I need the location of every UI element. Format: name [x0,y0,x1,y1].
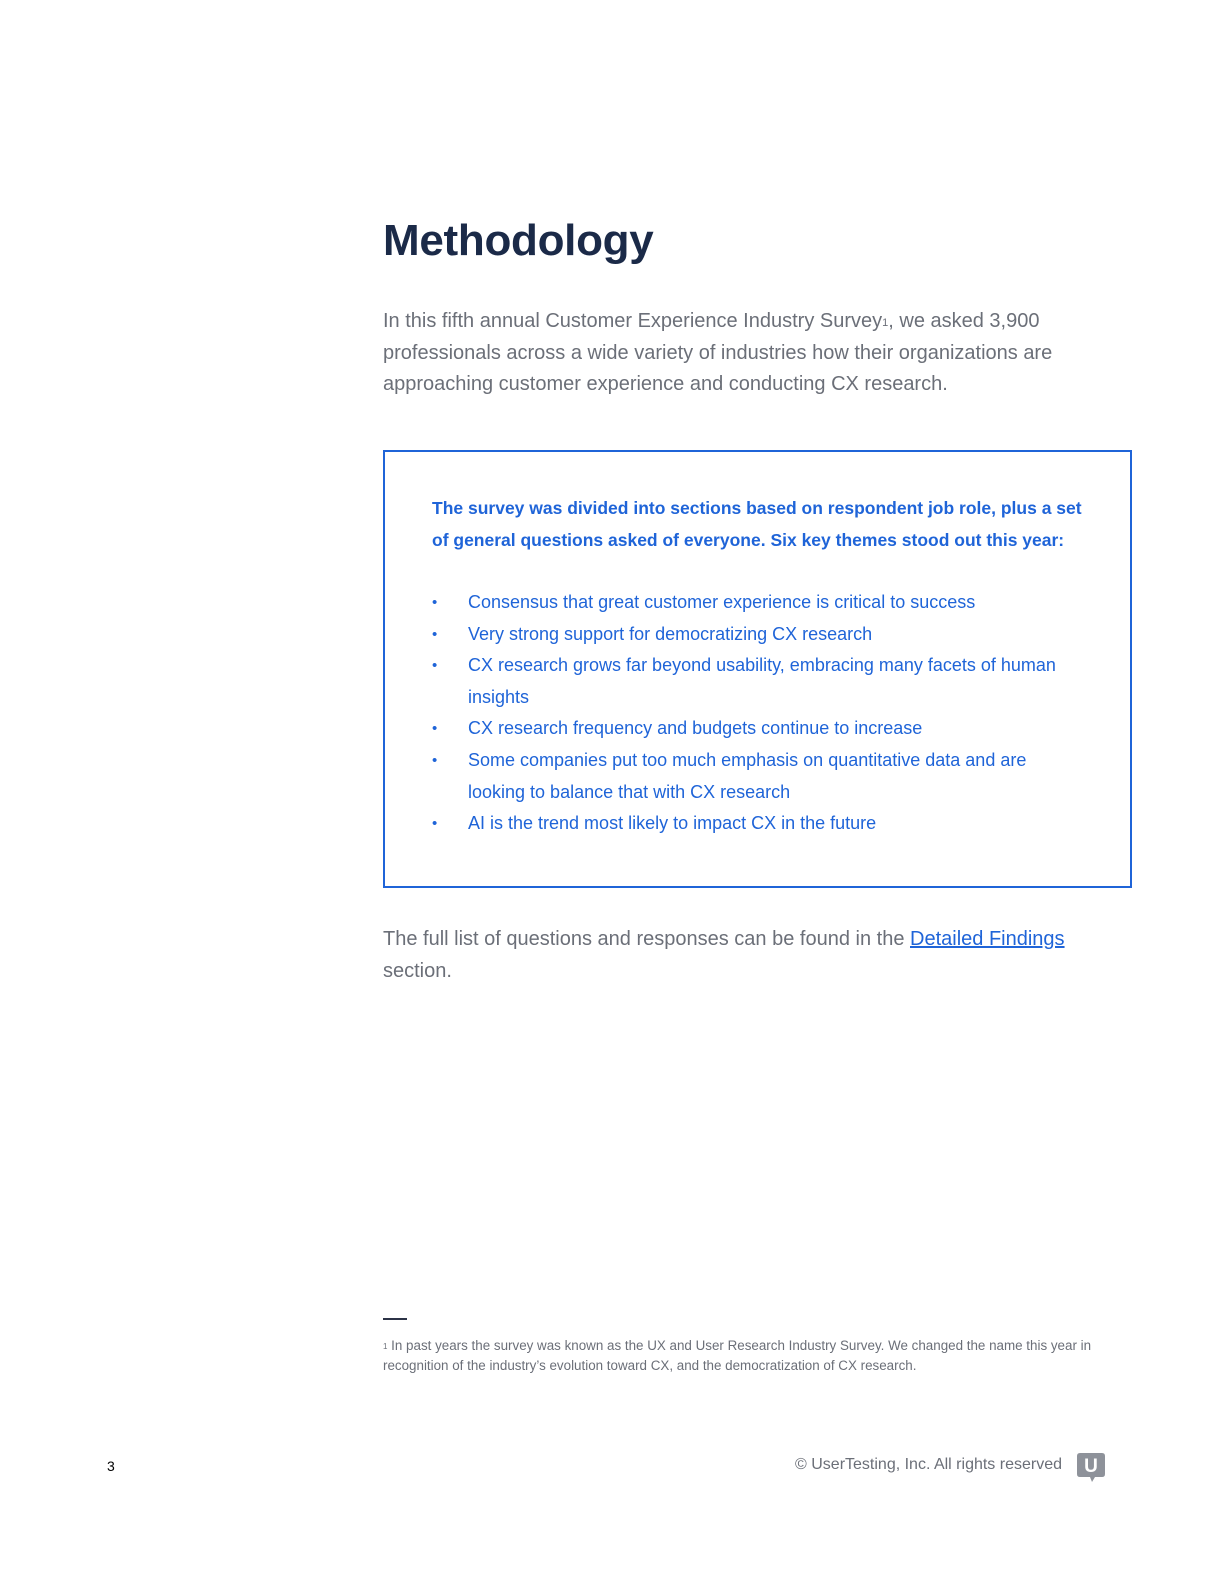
closing-text-start: The full list of questions and responses can be found in the [383,928,911,950]
key-themes-intro: The survey was divided into sections based on respondent job role, plus a set of general questions asked of everyone. Six key themes stood out this year: [432,498,1082,550]
key-themes-list [432,587,1072,840]
list-item [432,619,1072,651]
closing-text-end: section. [383,959,452,982]
bullet-icon: • [432,720,438,738]
bullet-icon: • [432,751,438,769]
closing-paragraph [383,924,1103,987]
list-item-text: CX research frequency and budgets continue to increase [468,718,923,739]
key-themes-box [383,450,1132,888]
copyright-notice: © UserTesting, Inc. All rights reserved [795,1456,1062,1473]
list-item-text: Consensus that great customer experience is critical to success [468,592,976,612]
intro-text-end: , we asked 3,900 professionals across a wide variety of industries how their organizations are approaching customer experience and conducting CX research. [383,310,1053,395]
intro-paragraph [383,306,1103,401]
list-item [432,745,1072,808]
footnote-mark: 1 [383,1342,388,1351]
list-item [432,587,1072,619]
bullet-icon: • [432,815,438,833]
page-number: 3 [107,1458,115,1474]
bullet-icon: • [432,657,438,675]
footnote-divider [383,1318,407,1320]
page-title: Methodology [383,216,654,265]
footnote-reference[interactable]: 1 [882,317,889,329]
footnote-text: In past years the survey was known as the UX and User Research Industry Survey. We changed the name this year in recognition of the industry’s evolution toward CX, and the democratization of CX research. [383,1338,1092,1373]
logo-letter: U [1084,1456,1098,1477]
list-item [432,808,1072,840]
list-item-text: Very strong support for democratizing CX research [468,623,873,644]
bullet-icon: • [432,594,438,611]
detailed-findings-link[interactable]: Detailed Findings [910,928,1065,950]
list-item [432,650,1072,713]
bullet-icon: • [432,625,438,643]
list-item [432,713,1072,745]
list-item-text: Some companies put too much emphasis on quantitative data and are looking to balance that with CX research [468,749,1027,802]
footnote [383,1336,1113,1376]
usertesting-logo-icon [1076,1452,1106,1482]
list-item-text: CX research grows far beyond usability, embracing many facets of human insights [468,655,1056,707]
intro-text-start: In this fifth annual Customer Experience Industry Survey [383,310,883,332]
list-item-text: AI is the trend most likely to impact CX in the future [468,813,877,834]
